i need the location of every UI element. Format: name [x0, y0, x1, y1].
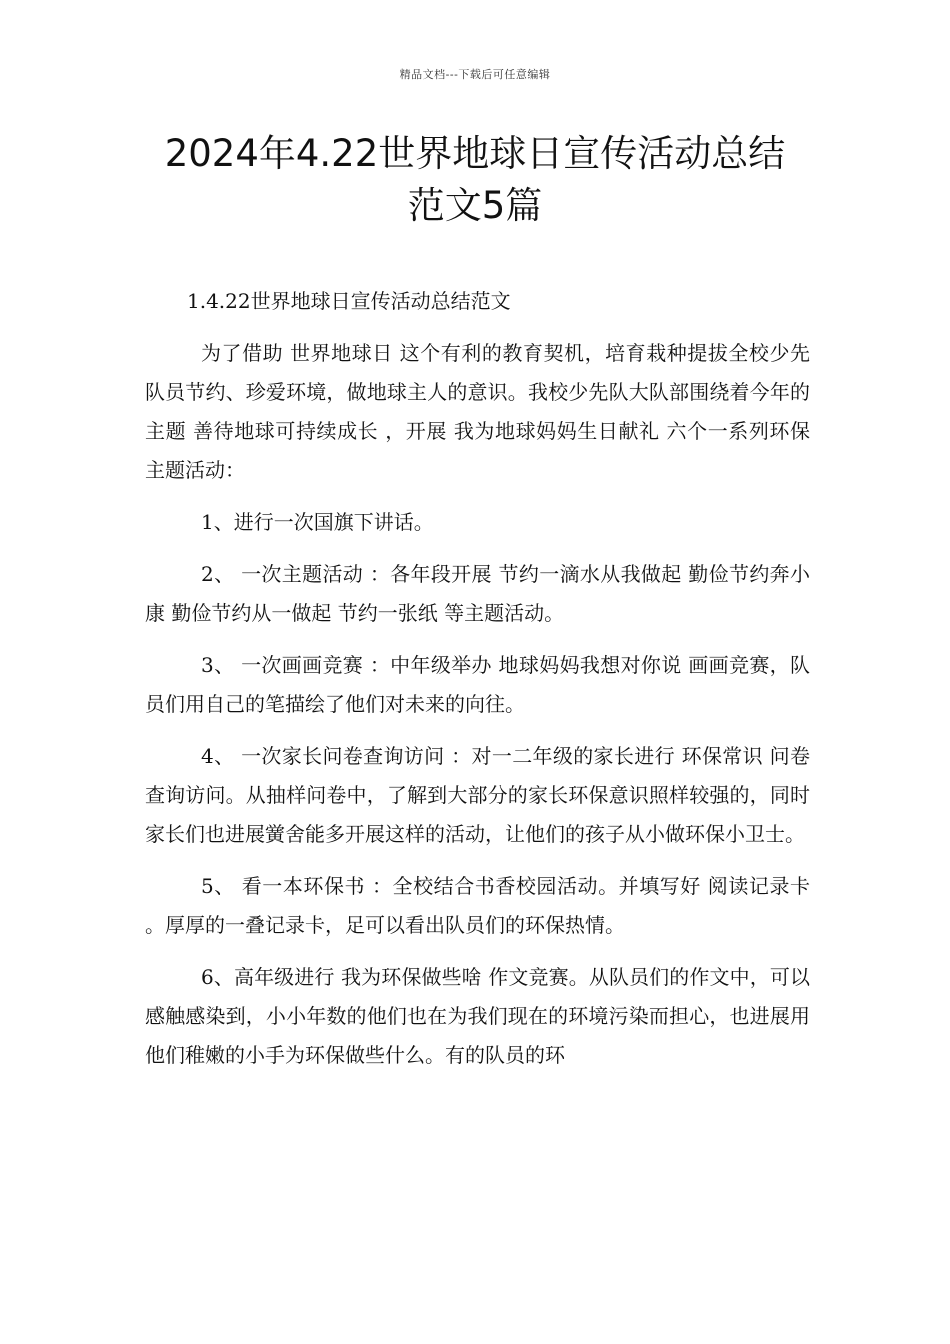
document-title	[120, 128, 830, 232]
title-line-2: 范文5篇	[407, 184, 543, 227]
paragraph-item-4: 4、 一次家长问卷查询访问 ：对一二年级的家长进行 环保常识 问卷查询访问。从抽样问卷中，了解到大部分的家长环保意识照样较强的，同时家长们也进展黉舍能多开展这样的活动，让他们的孩子从小做环保小卫士。	[145, 744, 810, 846]
paragraph-item-6: 6、高年级进行 我为环保做些啥 作文竞赛。从队员们的作文中，可以感触感染到，小小年数的他们也在为我们现在的环境污染而担心，也进展用他们稚嫩的小手为环保做些什么。有的队员的环	[145, 965, 810, 1067]
paragraph-item-2: 2、 一次主题活动 ：各年段开展 节约一滴水从我做起 勤俭节约奔小康 勤俭节约从一做起 节约一张纸 等主题活动。	[145, 562, 810, 625]
paragraph-item-1: 1、进行一次国旗下讲话。	[201, 510, 434, 534]
title-line-1: 2024年4.22世界地球日宣传活动总结	[164, 132, 786, 175]
header-note: 精品文档---下载后可任意编辑	[399, 68, 551, 81]
document-body	[145, 282, 810, 1088]
section-title: 1.4.22世界地球日宣传活动总结范文	[187, 289, 511, 313]
paragraph-item-3: 3、 一次画画竞赛 ：中年级举办 地球妈妈我想对你说 画画竞赛，队员们用自己的笔描绘了他们对未来的向往。	[145, 653, 810, 716]
paragraph-intro: 为了借助 世界地球日 这个有利的教育契机，培育栽种提拔全校少先队员节约、珍爱环境，做地球主人的意识。我校少先队大队部围绕着今年的主题 善待地球可持续成长 ，开展 我为地球妈妈生日献礼 六个一系列环保主题活动：	[145, 341, 810, 482]
paragraph-item-5: 5、 看一本环保书 ：全校结合书香校园活动。并填写好 阅读记录卡 。厚厚的一叠记录卡，足可以看出队员们的环保热情。	[145, 874, 810, 937]
